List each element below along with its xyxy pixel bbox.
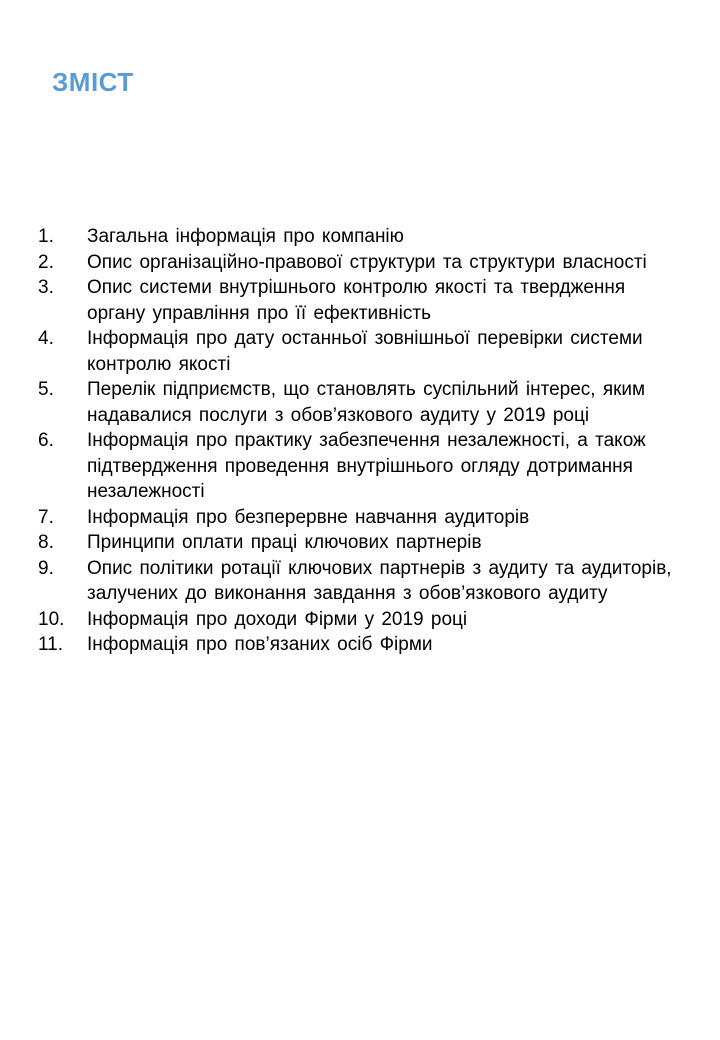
toc-item: [38, 377, 678, 428]
toc-item-number: 3.: [38, 277, 54, 298]
toc-item-number: 1.: [38, 226, 54, 247]
toc-item: [38, 632, 678, 658]
toc-item-number: 11.: [38, 634, 64, 655]
toc-item-number: 7.: [38, 506, 54, 528]
toc-item-number: 9.: [38, 557, 54, 579]
toc-item-number: 8.: [38, 532, 54, 553]
toc-item-text: Загальна інформація про компанію: [87, 226, 404, 247]
toc-item-number: 2.: [38, 251, 54, 273]
toc-item-text: Принципи оплати праці ключових партнерів: [87, 532, 482, 553]
toc-item-text: Інформація про пов’язаних осіб Фірми: [87, 634, 433, 655]
toc-item-number: 10.: [38, 608, 65, 630]
toc-item: [38, 607, 678, 633]
toc-item-text: Інформація про дату останньої зовнішньої перевірки системи контролю якості: [87, 328, 643, 375]
toc-item: [38, 556, 678, 607]
toc-item-number: 5.: [38, 379, 54, 400]
toc-item-text: Перелік підприємств, що становлять суспільний інтерес, яким надавалися послуги з обов’язкового аудиту у 2019 році: [87, 379, 646, 426]
toc-item: [38, 505, 678, 531]
toc-item: [38, 275, 678, 326]
toc-item: [38, 250, 678, 276]
toc-item-number: 6.: [38, 430, 54, 451]
toc-item-text: Інформація про практику забезпечення незалежності, а також підтвердження проведення внутрішнього огляду дотримання незалежності: [87, 430, 646, 502]
toc-item-text: Опис організаційно-правової структури та структури власності: [87, 251, 647, 273]
toc-item: [38, 428, 678, 505]
table-of-contents: [38, 224, 678, 658]
toc-item: [38, 224, 678, 250]
toc-item-text: Опис політики ротації ключових партнерів з аудиту та аудиторів, залучених до виконання завдання з обов’язкового аудиту: [87, 557, 672, 604]
toc-item-text: Опис системи внутрішнього контролю якості та твердження органу управління про її ефективність: [87, 277, 626, 324]
toc-item-text: Інформація про доходи Фірми у 2019 році: [87, 608, 468, 630]
page-title: ЗМІСТ: [52, 67, 134, 97]
toc-item-text: Інформація про безперервне навчання аудиторів: [87, 506, 530, 528]
toc-item-number: 4.: [38, 328, 54, 349]
toc-item: [38, 326, 678, 377]
toc-item: [38, 530, 678, 556]
